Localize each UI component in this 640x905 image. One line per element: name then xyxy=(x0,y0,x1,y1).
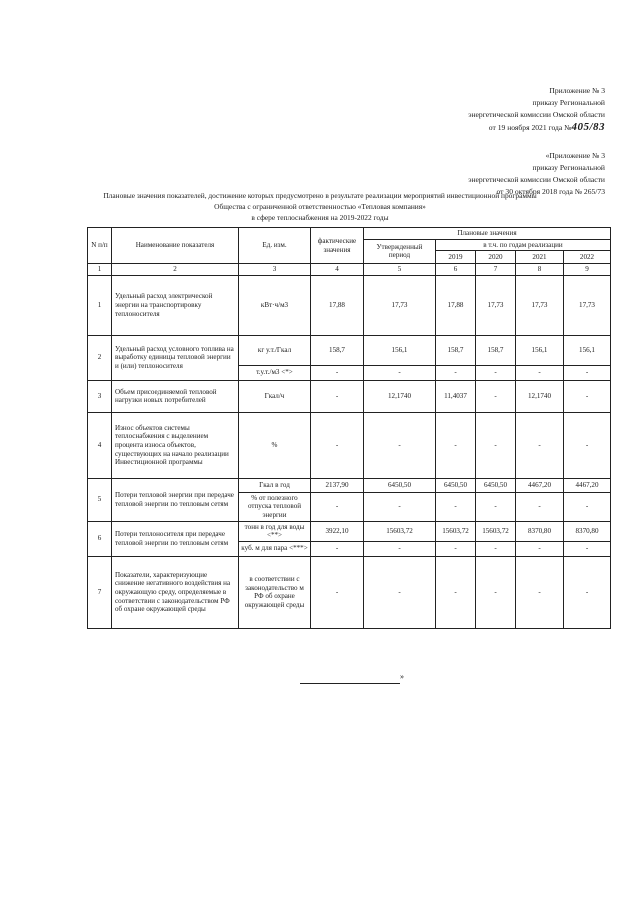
value-cell: 17,73 xyxy=(564,275,611,335)
value-cell: - xyxy=(516,541,564,556)
commission-line: энергетической комиссии Омской области xyxy=(468,175,605,184)
appendix-header-new xyxy=(468,85,605,134)
header-name: Наименование показателя xyxy=(112,228,239,264)
value-cell: - xyxy=(364,365,436,380)
appendix-line: Приложение № 3 xyxy=(549,86,605,95)
value-cell: - xyxy=(516,412,564,478)
value-cell: 15603,72 xyxy=(436,521,476,541)
value-cell: - xyxy=(436,541,476,556)
value-cell: - xyxy=(436,556,476,628)
unit-cell: Гкал в год xyxy=(239,478,311,492)
value-cell: - xyxy=(436,412,476,478)
indicator-name: Показатели, характеризующие снижение негативного воздействия на окружающую среду, определяемые в соответствии с законодательством РФ об охране окружающей среды xyxy=(112,556,239,628)
value-cell: - xyxy=(311,556,364,628)
unit-cell: Гкал/ч xyxy=(239,380,311,412)
value-cell: - xyxy=(476,380,516,412)
unit-cell: кг у.т./Гкал xyxy=(239,335,311,365)
order-line: приказу Региональной xyxy=(532,98,605,107)
title-line-1: Плановые значения показателей, достижение которых предусмотрено в результате реализации мероприятий инвестиционной программы xyxy=(103,191,537,200)
value-cell: 4467,20 xyxy=(564,478,611,492)
value-cell: 3922,10 xyxy=(311,521,364,541)
column-number-cell: 9 xyxy=(564,264,611,276)
value-cell: 6450,50 xyxy=(436,478,476,492)
value-cell: 17,88 xyxy=(436,275,476,335)
value-cell: 6450,50 xyxy=(364,478,436,492)
header-2022: 2022 xyxy=(564,251,611,264)
row-number: 4 xyxy=(88,412,112,478)
value-cell: 8370,80 xyxy=(564,521,611,541)
value-cell: 12,1740 xyxy=(516,380,564,412)
value-cell: 17,73 xyxy=(476,275,516,335)
row-number: 1 xyxy=(88,275,112,335)
value-cell: - xyxy=(311,412,364,478)
value-cell: - xyxy=(476,412,516,478)
table-row xyxy=(88,275,611,335)
unit-cell: % xyxy=(239,412,311,478)
value-cell: - xyxy=(364,412,436,478)
column-number-cell: 4 xyxy=(311,264,364,276)
value-cell: - xyxy=(564,541,611,556)
table-row xyxy=(88,335,611,365)
header-2021: 2021 xyxy=(516,251,564,264)
value-cell: - xyxy=(476,556,516,628)
table-row xyxy=(88,412,611,478)
header-2019: 2019 xyxy=(436,251,476,264)
column-number-cell: 5 xyxy=(364,264,436,276)
title-line-2: Общества с ограниченной ответственностью «Тепловая компания» xyxy=(214,202,426,211)
value-cell: - xyxy=(516,556,564,628)
unit-cell: т.у.т./м3 <*> xyxy=(239,365,311,380)
value-cell: 17,88 xyxy=(311,275,364,335)
value-cell: - xyxy=(564,412,611,478)
value-cell: - xyxy=(364,492,436,521)
indicator-name: Износ объектов системы теплоснабжения с выделением процента износа объектов, существующих на начало реализации Инвестиционной программы xyxy=(112,412,239,478)
value-cell: - xyxy=(564,365,611,380)
indicator-name: Удельный расход условного топлива на выработку единицы тепловой энергии и (или) теплоносителя xyxy=(112,335,239,380)
value-cell: 156,1 xyxy=(564,335,611,365)
value-cell: - xyxy=(516,492,564,521)
value-cell: - xyxy=(476,541,516,556)
indicator-name: Потери теплоносителя при передаче тепловой энергии по тепловым сетям xyxy=(112,521,239,556)
date-line xyxy=(468,121,605,134)
unit-cell: кВт·ч/м3 xyxy=(239,275,311,335)
date-line: от 30 октября 2018 года № 265/73 xyxy=(496,187,605,196)
header-planned: Плановые значения xyxy=(364,228,611,240)
value-cell: - xyxy=(311,380,364,412)
table-row xyxy=(88,556,611,628)
value-cell: - xyxy=(436,365,476,380)
unit-cell: тонн в год для воды <**> xyxy=(239,521,311,541)
header-by-years: в т.ч. по годам реализации xyxy=(436,239,611,251)
row-number: 6 xyxy=(88,521,112,556)
handwritten-order-number: 405/83 xyxy=(571,121,605,133)
header-num: N п/п xyxy=(88,228,112,264)
closing-quote: » xyxy=(400,672,404,681)
value-cell: 156,1 xyxy=(364,335,436,365)
table-row xyxy=(88,521,611,541)
value-cell: - xyxy=(476,365,516,380)
signature-line xyxy=(300,677,400,684)
value-cell: 6450,50 xyxy=(476,478,516,492)
value-cell: 158,7 xyxy=(476,335,516,365)
value-cell: - xyxy=(516,365,564,380)
unit-cell: в соответствии с законодательство м РФ об охране окружающей среды xyxy=(239,556,311,628)
value-cell: - xyxy=(364,541,436,556)
value-cell: - xyxy=(564,492,611,521)
indicators-table xyxy=(87,227,611,629)
value-cell: - xyxy=(364,556,436,628)
value-cell: - xyxy=(311,541,364,556)
value-cell: - xyxy=(311,365,364,380)
order-line: приказу Региональной xyxy=(532,163,605,172)
value-cell: 4467,20 xyxy=(516,478,564,492)
title-line-3: в сфере теплоснабжения на 2019-2022 годы xyxy=(251,213,389,222)
row-number: 7 xyxy=(88,556,112,628)
value-cell: 17,73 xyxy=(364,275,436,335)
indicator-name: Потери тепловой энергии при передаче тепловой энергии по тепловым сетям xyxy=(112,478,239,521)
row-number: 2 xyxy=(88,335,112,380)
value-cell: 15603,72 xyxy=(476,521,516,541)
value-cell: - xyxy=(564,556,611,628)
value-cell: - xyxy=(564,380,611,412)
unit-cell: % от полезного отпуска тепловой энергии xyxy=(239,492,311,521)
unit-cell: куб. м для пара <***> xyxy=(239,541,311,556)
table-row xyxy=(88,478,611,492)
commission-line: энергетической комиссии Омской области xyxy=(468,110,605,119)
value-cell: 158,7 xyxy=(436,335,476,365)
value-cell: - xyxy=(436,492,476,521)
header-approved: Утвержденный период xyxy=(364,239,436,264)
header-actual: фактические значения xyxy=(311,228,364,264)
value-cell: 11,4037 xyxy=(436,380,476,412)
column-number-cell: 8 xyxy=(516,264,564,276)
value-cell: 156,1 xyxy=(516,335,564,365)
value-cell: - xyxy=(476,492,516,521)
indicator-name: Удельный расход электрической энергии на транспортировку теплоносителя xyxy=(112,275,239,335)
value-cell: 8370,80 xyxy=(516,521,564,541)
appendix-line: «Приложение № 3 xyxy=(545,151,605,160)
document-title xyxy=(60,190,580,223)
value-cell: 12,1740 xyxy=(364,380,436,412)
value-cell: - xyxy=(311,492,364,521)
column-number-cell: 6 xyxy=(436,264,476,276)
indicator-name: Объем присоединяемой тепловой нагрузки новых потребителей xyxy=(112,380,239,412)
column-number-cell: 1 xyxy=(88,264,112,276)
value-cell: 158,7 xyxy=(311,335,364,365)
header-unit: Ед. изм. xyxy=(239,228,311,264)
row-number: 5 xyxy=(88,478,112,521)
header-2020: 2020 xyxy=(476,251,516,264)
column-number-cell: 7 xyxy=(476,264,516,276)
value-cell: 15603,72 xyxy=(364,521,436,541)
value-cell: 17,73 xyxy=(516,275,564,335)
column-number-cell: 3 xyxy=(239,264,311,276)
column-number-cell: 2 xyxy=(112,264,239,276)
table-row xyxy=(88,380,611,412)
value-cell: 2137,90 xyxy=(311,478,364,492)
date-text: от 19 ноября 2021 года № xyxy=(488,123,572,132)
row-number: 3 xyxy=(88,380,112,412)
